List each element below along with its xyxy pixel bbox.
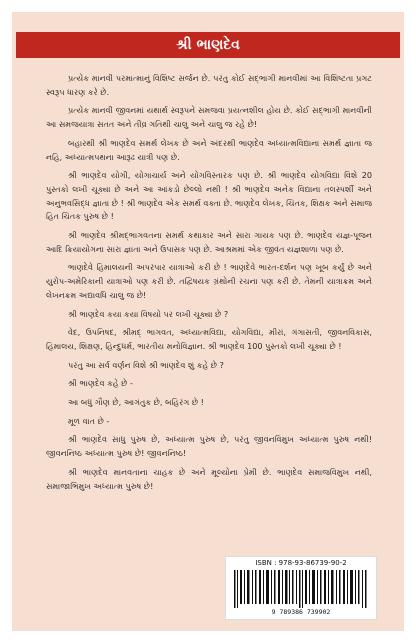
paragraph: પ્રત્યેક માનવી પરમાત્માનું વિશિષ્ટ સર્જન છે. પરંતુ કોઈ સદ્ભાગી માનવીમાં આ વિશિષ્ટતા પ્રગટ સ્વરૂપ ધારણ કરે છે. (46, 73, 372, 97)
paragraph: શ્રી ભાણદેવ કયા કયા વિષયો પર લખી ચૂક્યા છે ? (68, 308, 229, 319)
quote-line: મૂળ વાત છે - (68, 415, 110, 426)
quote-line: શ્રી ભાણદેવ કહે છે - (68, 378, 133, 389)
barcode-digits: 9 789386 739902 (271, 608, 331, 616)
paragraph: શ્રી ભાણદેવ યોગી, યોગાચાર્ય અને યોગવિસ્તારક પણ છે. શ્રી ભાણદેવ યોગવિદ્યા વિશે 20 પુસ્તકો લખી ચૂક્યા છે અને આ આંકડો છેલ્લો નથી ! શ્રી ભાણદેવ અનેક વિદ્યાના તલસ્પર્શી અને અનુભવસિદ્ધ જ્ઞાતા છે ! શ્રી ભાણદેવ એક સમર્થ વક્તા છે. ભાણદેવ લેખક, ચિંતક, શિક્ષક અને સમાજ હિત ચિંતક પુરુષ છે ! (46, 170, 372, 222)
body-text (46, 72, 372, 498)
title-banner (16, 32, 400, 58)
paragraph: બહારથી શ્રી ભાણદેવ સમર્થ લેખક છે અને અંદરથી ભાણદેવ અધ્યાત્મવિદ્યાના સમર્થ જ્ઞાતા જ નહિ, અધ્યાત્મપથના આરૂઢ યાત્રી પણ છે. (46, 137, 372, 162)
paragraph: પ્રત્યેક માનવી જીવનમાં યથાર્થ સ્વરૂપને સમજવા પ્રયત્નશીલ હોય છે. કોઈ સદ્ભાગી માનવીની આ સમજયાત્રા સતત અને તીવ્ર ગતિથી ચાલુ અને ચાલુ જ રહે છે! (46, 105, 372, 130)
isbn-label: ISBN : 978-93-86739-90-2 (255, 559, 347, 567)
paragraph: પરંતુ આ સર્વ વર્ણન વિશે શ્રી ભાણદેવ શું કહે છે ? (68, 359, 224, 370)
paragraph: વેદ, ઉપનિષદ, શ્રીમદ્ ભાગવત, અધ્યાત્મવિદ્યા, યોગવિદ્યા, મીરાં, ગંગાસતી, જીવનવિકાસ, હિમાલય, શિક્ષણ, હિન્દુધર્મ, ભારતીય મનોવિજ્ઞાન. શ્રી ભાણદેવ 100 પુસ્તકો લખી ચૂક્યા છે ! (46, 327, 372, 351)
paragraph: શ્રી ભાણદેવ સાધુ પુરુષ છે, અધ્યાત્મ પુરુષ છે, પરંતુ જીવનવિમુખ અધ્યાત્મ પુરુષ નથી! જીવનનિષ્ઠ અધ્યાત્મ પુરુષ છે! જીવનનિષ્ઠ! (46, 434, 372, 459)
paragraph: શ્રી ભાણદેવ માનવતાના ચાહક છે અને મૂલ્યોના પ્રેમી છે. ભાણદેવ સમાજવિમુખ નથી, સમાજાભિમુખ અધ્યાત્મ પુરુષ છે! (46, 466, 372, 491)
barcode-box (225, 556, 377, 620)
page-title: શ્રી ભાણદેવ (176, 37, 240, 53)
paragraph: ભાણદેવે હિમાલયની અપરંપાર યાત્રાઓ કરી છે ! ભાણદેવે ભારત-દર્શન પણ ખૂબ કર્યું છે અને યુરોપ-અમેરિકાની યાત્રાઓ પણ કરી છે. તદ્વિષયક ગ્રંથોની રચના પણ કરી છે. તેમની યાત્રાક્રમ અને લેખનક્રમ અદ્યાવધિ ચાલુ જ છે! (46, 262, 372, 300)
paragraph: શ્રી ભાણદેવ શ્રીમદ્ભાગવતના સમર્થ કથાકાર અને સારા ગાયક પણ છે. ભાણદેવ યજ્ઞ-પૂજન આદિ ક્રિયાયોગના સારા જ્ઞાતા અને ઉપાસક પણ છે. આશ્રમમાં એક જીવંત યજ્ઞશાળા પણ છે. (46, 230, 372, 254)
quote-line: આ બધું ગૌણ છે, આગંતુક છે, બહિરંગ છે ! (68, 397, 204, 408)
barcode-icon (234, 570, 368, 608)
